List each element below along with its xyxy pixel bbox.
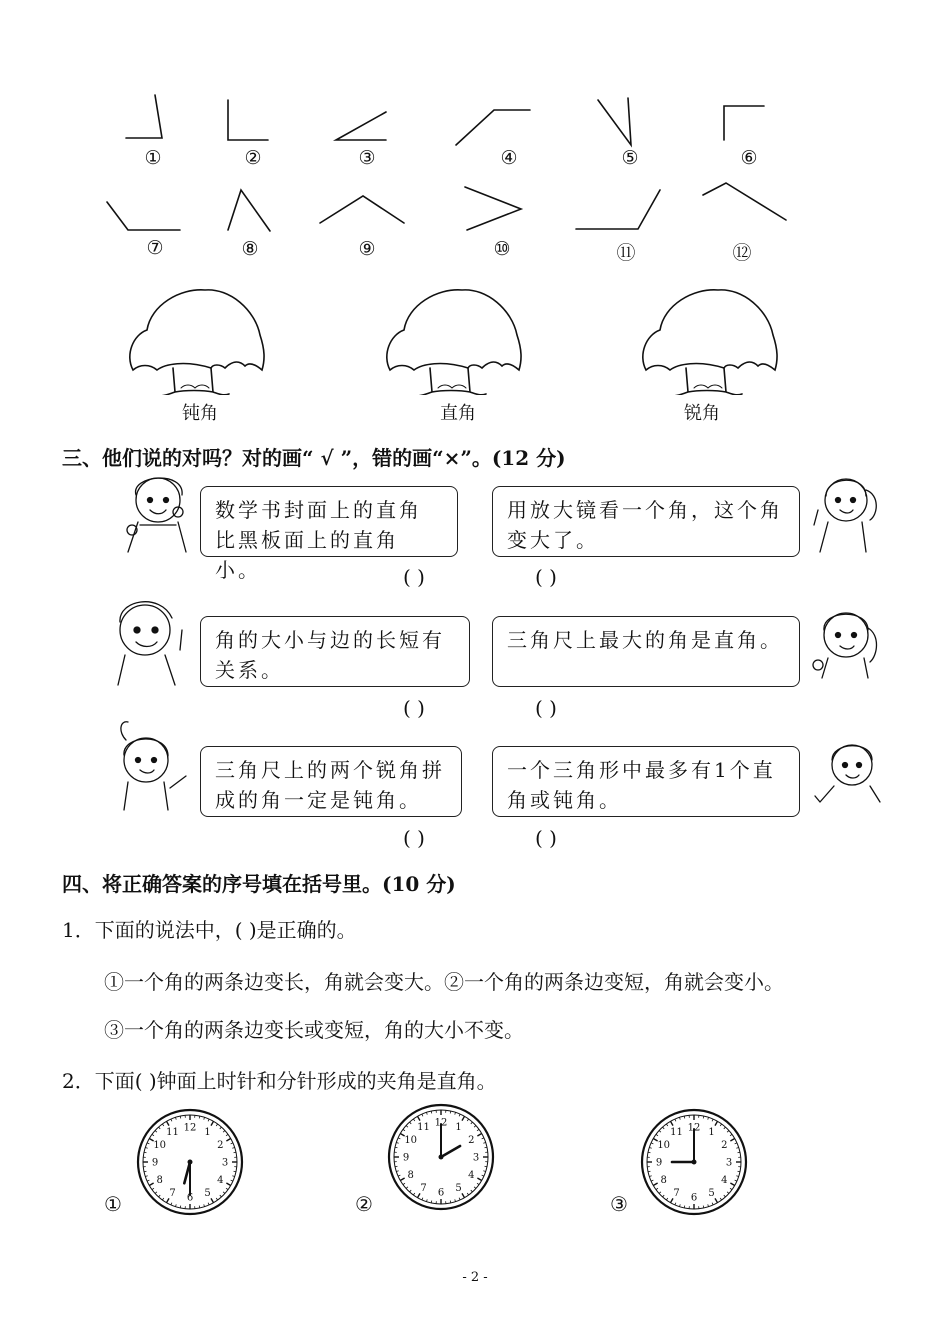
svg-text:3: 3 <box>472 1152 480 1164</box>
mushroom-1 <box>130 290 264 395</box>
svg-text:7: 7 <box>673 1187 680 1199</box>
angle-label-6: ⑥ <box>740 147 758 169</box>
svg-text:2: 2 <box>721 1140 728 1151</box>
answer-blank-5[interactable]: ( ) <box>403 826 425 850</box>
angle-label-11: ⑪ <box>616 242 636 264</box>
svg-text:9: 9 <box>655 1157 663 1169</box>
svg-text:3: 3 <box>725 1157 733 1169</box>
girl-2-icon <box>814 479 876 552</box>
statement-6: 一个三角形中最多有1个直角或钝角。 <box>492 746 800 817</box>
clock-label-3: ③ <box>610 1192 628 1216</box>
angle-7 <box>107 202 180 230</box>
answer-blank-3[interactable]: ( ) <box>403 696 425 720</box>
angle-figures <box>0 0 950 270</box>
clock-2 <box>389 1105 493 1209</box>
svg-text:11: 11 <box>417 1122 430 1134</box>
answer-blank-1[interactable]: ( ) <box>403 565 425 589</box>
section3-title: 三、他们说的对吗？对的画“ √ ”，错的画“×”。(12 分) <box>62 446 566 470</box>
svg-text:4: 4 <box>721 1175 728 1186</box>
mushroom-label-acute: 锐角 <box>684 403 720 424</box>
svg-text:12: 12 <box>183 1122 197 1134</box>
answer-blank-4[interactable]: ( ) <box>535 696 557 720</box>
kid-figures <box>0 470 950 830</box>
svg-text:6: 6 <box>186 1192 194 1204</box>
svg-text:8: 8 <box>407 1170 414 1181</box>
svg-text:4: 4 <box>468 1170 475 1181</box>
statement-3: 角的大小与边的长短有关系。 <box>200 616 470 687</box>
angle-9 <box>320 196 404 223</box>
clock-label-1: ① <box>104 1192 122 1216</box>
svg-text:1: 1 <box>708 1127 715 1139</box>
svg-text:5: 5 <box>708 1187 715 1199</box>
angle-label-12: ⑫ <box>732 242 752 264</box>
angle-10 <box>465 187 521 230</box>
clock-3 <box>642 1110 746 1214</box>
angle-label-2: ② <box>244 147 262 169</box>
svg-text:7: 7 <box>169 1187 176 1199</box>
statement-1: 数学书封面上的直角比黑板面上的直角小。 <box>200 486 458 557</box>
svg-text:9: 9 <box>402 1152 410 1164</box>
section4-title: 四、将正确答案的序号填在括号里。(10 分) <box>62 872 456 896</box>
svg-text:10: 10 <box>404 1135 418 1146</box>
statement-5: 三角尺上的两个锐角拼成的角一定是钝角。 <box>200 746 462 817</box>
svg-text:5: 5 <box>455 1182 462 1194</box>
svg-text:3: 3 <box>221 1157 229 1169</box>
boy-2-icon <box>815 745 880 802</box>
clock-figures <box>0 1100 950 1230</box>
question-1-options-b: ③一个角的两条边变长或变短，角的大小不变。 <box>104 1018 524 1042</box>
svg-text:9: 9 <box>151 1157 159 1169</box>
boy-1-icon <box>118 602 182 685</box>
svg-text:11: 11 <box>166 1127 179 1139</box>
angle-label-10: ⑩ <box>493 238 511 260</box>
angle-8 <box>228 190 270 231</box>
question-2: 2．下面( )钟面上时针和分针形成的夹角是直角。 <box>62 1069 497 1093</box>
angle-label-9: ⑨ <box>358 238 376 260</box>
svg-text:6: 6 <box>437 1187 445 1199</box>
svg-text:12: 12 <box>687 1122 701 1134</box>
angle-11 <box>576 190 660 229</box>
angle-label-5: ⑤ <box>621 147 639 169</box>
mushroom-figures <box>0 270 950 395</box>
angle-label-7: ⑦ <box>146 237 164 259</box>
svg-text:12: 12 <box>434 1117 448 1129</box>
svg-text:7: 7 <box>420 1182 427 1194</box>
answer-blank-2[interactable]: ( ) <box>535 565 557 589</box>
clock-label-2: ② <box>355 1192 373 1216</box>
statement-2: 用放大镜看一个角，这个角变大了。 <box>492 486 800 557</box>
angle-label-4: ④ <box>500 147 518 169</box>
angle-3 <box>336 112 386 140</box>
svg-text:11: 11 <box>670 1127 683 1139</box>
statement-4: 三角尺上最大的角是直角。 <box>492 616 800 687</box>
answer-blank-6[interactable]: ( ) <box>535 826 557 850</box>
angle-label-1: ① <box>144 147 162 169</box>
question-1-options-a: ①一个角的两条边变长，角就会变大。②一个角的两条边变短，角就会变小。 <box>104 970 784 994</box>
angle-6 <box>724 106 764 140</box>
angle-1 <box>126 95 162 138</box>
svg-text:4: 4 <box>217 1175 224 1186</box>
angle-2 <box>228 100 268 140</box>
page-number: - 2 - <box>462 1270 488 1285</box>
girl-4-icon <box>121 722 186 810</box>
angle-12 <box>703 183 786 220</box>
svg-text:1: 1 <box>455 1122 462 1134</box>
svg-text:10: 10 <box>657 1140 671 1151</box>
svg-text:8: 8 <box>660 1175 667 1186</box>
angle-label-8: ⑧ <box>241 238 259 260</box>
mushroom-label-right: 直角 <box>440 403 476 424</box>
clock-1 <box>138 1110 242 1214</box>
svg-text:2: 2 <box>217 1140 224 1151</box>
svg-text:5: 5 <box>204 1187 211 1199</box>
angle-label-3: ③ <box>358 147 376 169</box>
mushroom-3 <box>643 290 777 395</box>
mushroom-2 <box>387 290 521 395</box>
svg-text:10: 10 <box>153 1140 167 1151</box>
angle-5 <box>598 98 631 145</box>
svg-text:1: 1 <box>204 1127 211 1139</box>
mushroom-label-obtuse: 钝角 <box>182 403 218 424</box>
svg-text:2: 2 <box>468 1135 475 1146</box>
question-1: 1．下面的说法中，( )是正确的。 <box>62 918 357 942</box>
girl-3-icon <box>813 613 877 678</box>
girl-1-icon <box>127 478 186 552</box>
svg-text:8: 8 <box>156 1175 163 1186</box>
svg-text:6: 6 <box>690 1192 698 1204</box>
angle-4 <box>456 110 530 145</box>
